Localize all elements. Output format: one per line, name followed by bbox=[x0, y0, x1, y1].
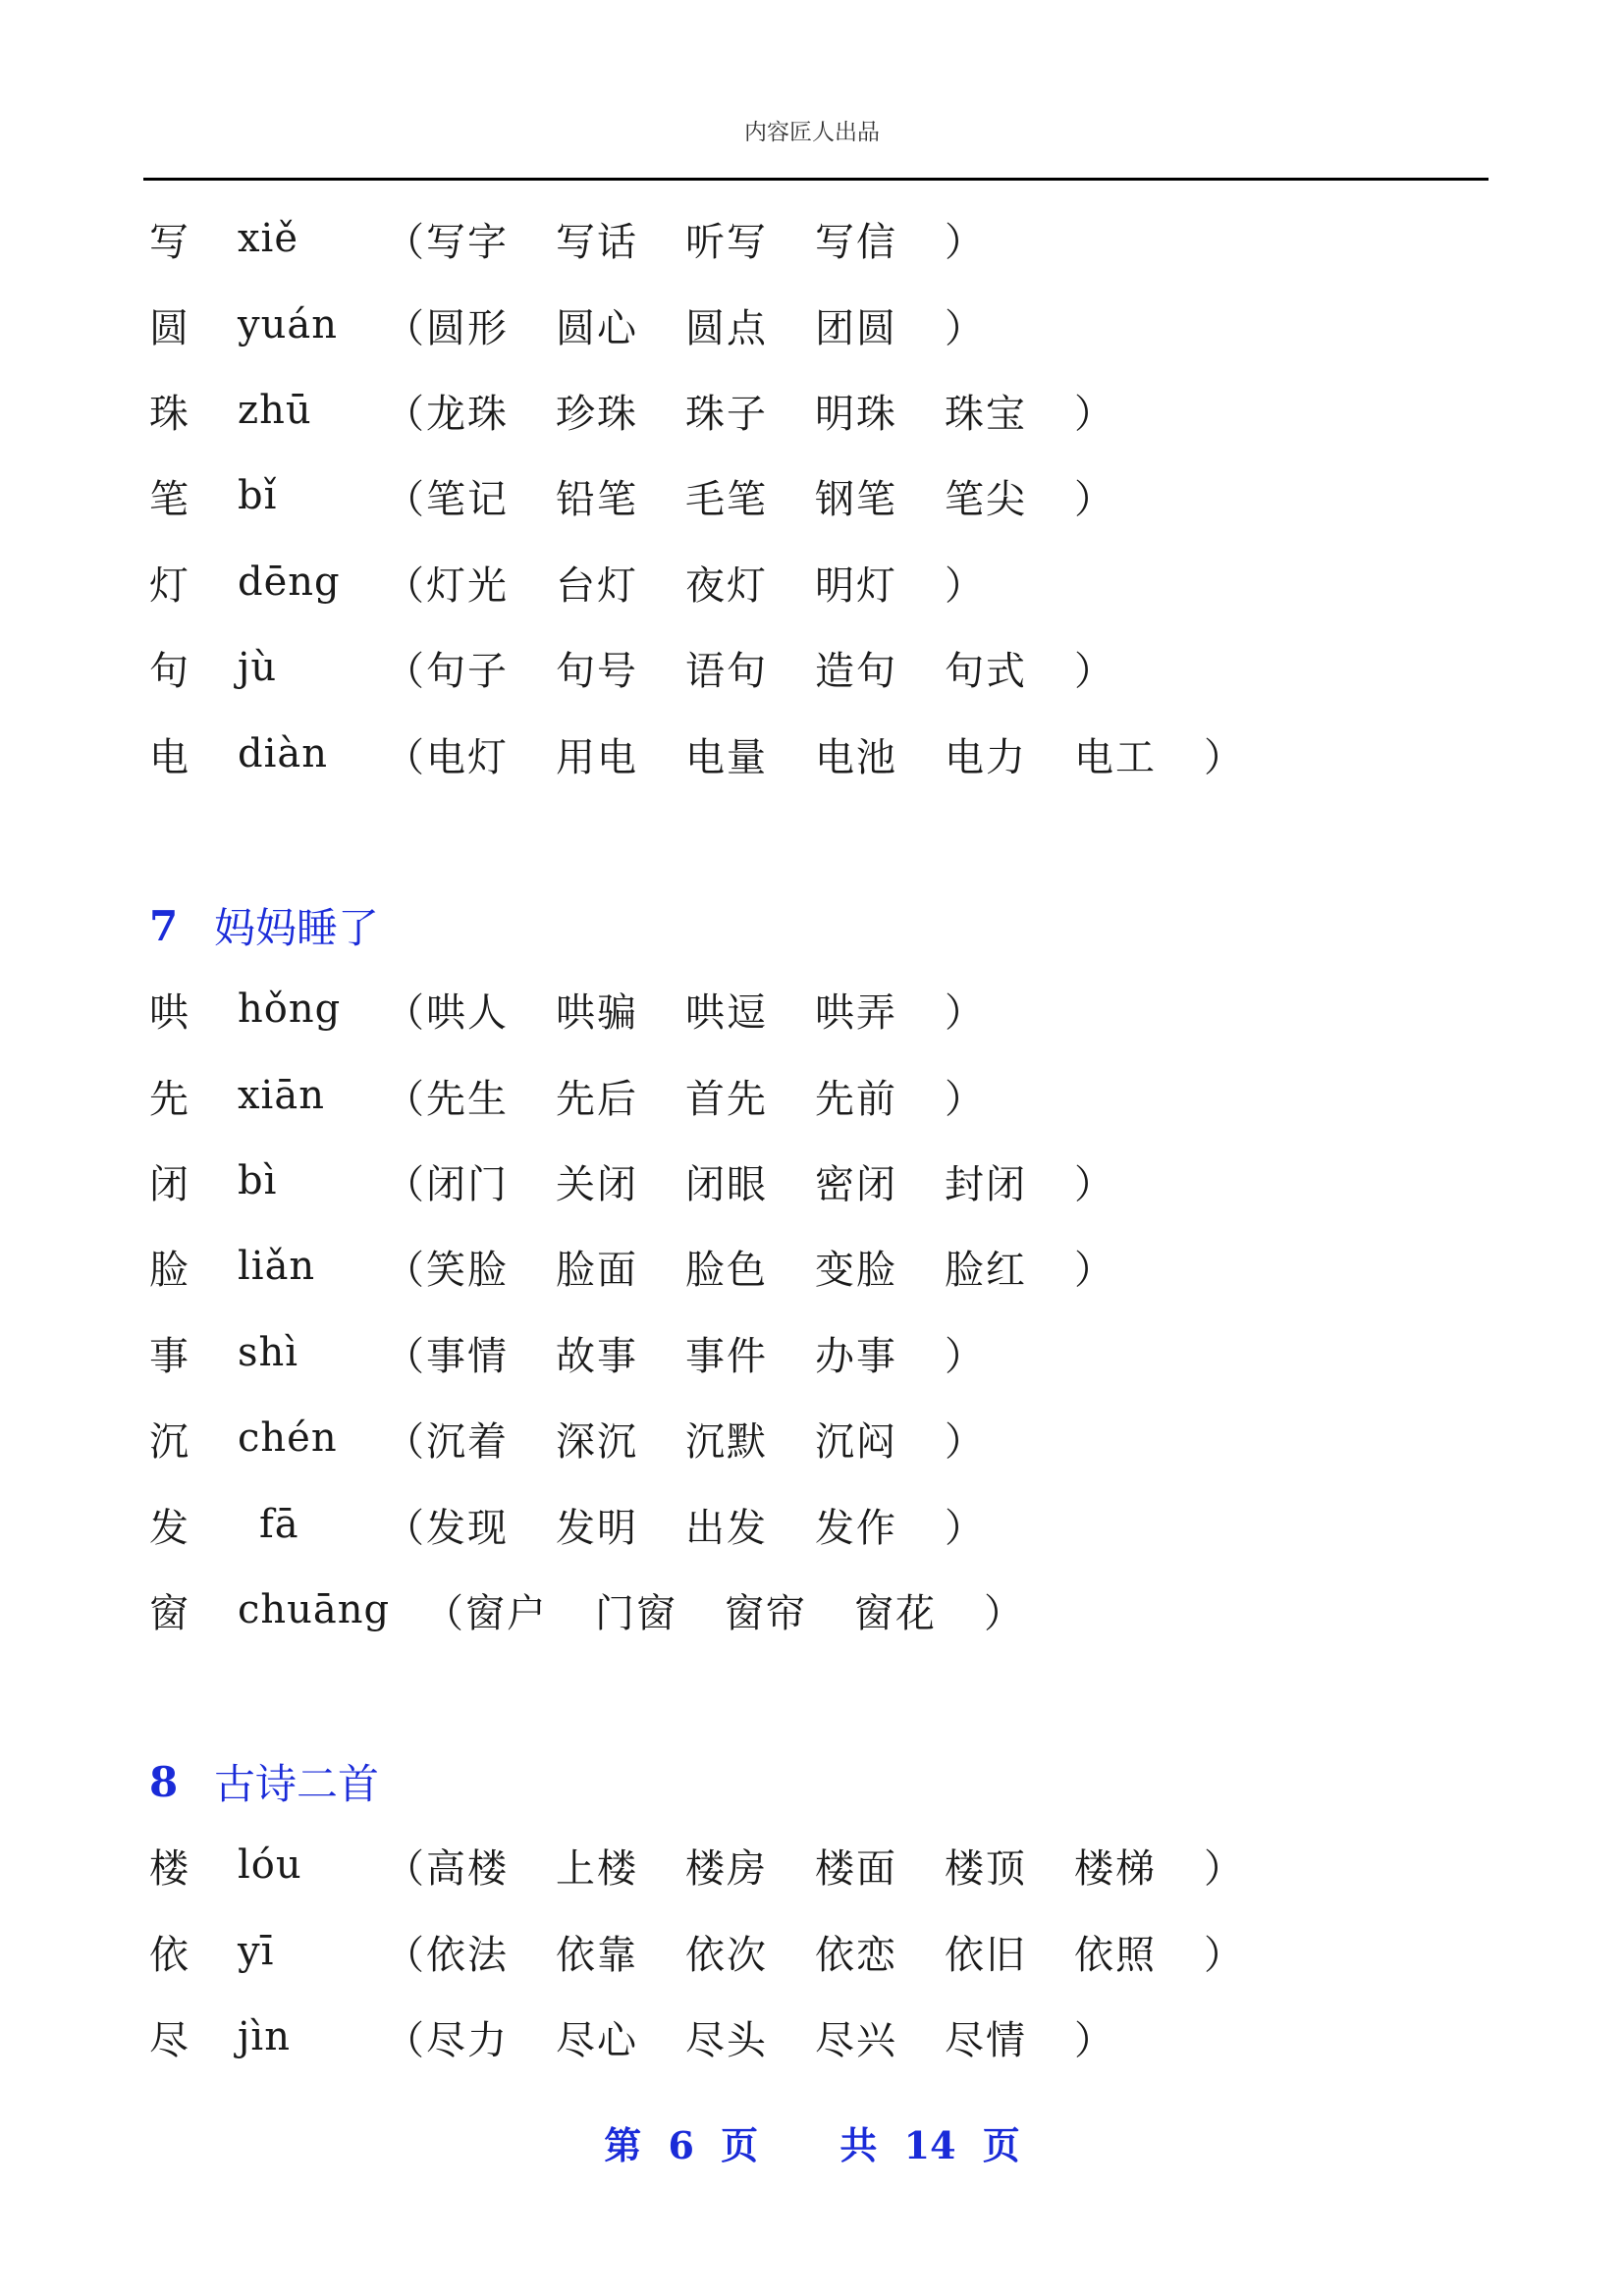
vocab-word: 哄逗 bbox=[685, 989, 768, 1036]
vocab-word: 钢笔 bbox=[815, 476, 897, 522]
vocab-word: 写字 bbox=[426, 219, 509, 265]
lesson-heading bbox=[149, 1752, 379, 1811]
vocab-word: 写话 bbox=[556, 219, 638, 265]
vocab-word: 楼梯 bbox=[1074, 1845, 1157, 1892]
vocab-row bbox=[149, 640, 1115, 695]
vocab-character: 句 bbox=[149, 648, 189, 694]
vocab-word: 尽心 bbox=[556, 2017, 638, 2063]
vocab-word: 尽头 bbox=[685, 2017, 768, 2063]
vocab-character: 电 bbox=[149, 734, 189, 780]
vocab-character: 窗 bbox=[149, 1590, 189, 1636]
vocab-row bbox=[149, 297, 986, 352]
vocab-word: 密闭 bbox=[815, 1161, 897, 1207]
vocab-pinyin: yuán bbox=[238, 302, 338, 347]
vocab-word: 首先 bbox=[685, 1076, 768, 1122]
vocab-pinyin: shì bbox=[238, 1330, 299, 1375]
vocab-pinyin: chuāng bbox=[238, 1587, 391, 1632]
vocab-word-list: （依法 依靠 依次 依恋 依旧 依照 ） bbox=[385, 1932, 1245, 1978]
page-footer bbox=[0, 2115, 1624, 2169]
vocab-word-list: （尽力 尽心 尽头 尽兴 尽情 ） bbox=[385, 2017, 1115, 2063]
vocab-row bbox=[149, 1068, 986, 1123]
vocab-word: 哄骗 bbox=[556, 989, 638, 1036]
vocab-word: 门窗 bbox=[595, 1590, 677, 1636]
lesson-title: 古诗二首 bbox=[214, 1760, 380, 1808]
vocab-row bbox=[149, 726, 1245, 781]
vocab-word: 故事 bbox=[556, 1333, 638, 1379]
vocab-word-list: （发现 发明 出发 发作 ） bbox=[385, 1505, 986, 1551]
vocab-pinyin: fā bbox=[259, 1502, 299, 1547]
vocab-word: 尽兴 bbox=[815, 2017, 897, 2063]
vocab-character: 珠 bbox=[149, 391, 189, 437]
vocab-word: 高楼 bbox=[426, 1845, 509, 1892]
vocab-word: 变脸 bbox=[815, 1247, 897, 1293]
vocab-word: 发作 bbox=[815, 1505, 897, 1551]
vocab-word-list: （闭门 关闭 闭眼 密闭 封闭 ） bbox=[385, 1161, 1115, 1207]
vocab-character: 沉 bbox=[149, 1418, 189, 1465]
vocab-word: 珠宝 bbox=[945, 391, 1027, 437]
footer-page-unit: 页 bbox=[721, 2123, 759, 2167]
vocab-word: 依恋 bbox=[815, 1932, 897, 1978]
vocab-word: 灯光 bbox=[426, 562, 509, 609]
vocab-pinyin: lóu bbox=[238, 1842, 302, 1888]
vocab-pinyin: diàn bbox=[238, 731, 329, 776]
vocab-word: 圆点 bbox=[685, 305, 768, 351]
vocab-pinyin: zhū bbox=[238, 388, 312, 433]
vocab-word-list: （笑脸 脸面 脸色 变脸 脸红 ） bbox=[385, 1247, 1115, 1293]
footer-total-label: 共 bbox=[839, 2123, 878, 2167]
vocab-word: 脸红 bbox=[945, 1247, 1027, 1293]
vocab-word-list: （笔记 铅笔 毛笔 钢笔 笔尖 ） bbox=[385, 476, 1115, 522]
vocab-word: 沉闷 bbox=[815, 1418, 897, 1465]
vocab-word: 事情 bbox=[426, 1333, 509, 1379]
vocab-word: 窗花 bbox=[854, 1590, 937, 1636]
vocab-row bbox=[149, 1497, 986, 1552]
vocab-pinyin: jìn bbox=[238, 2014, 291, 2059]
footer-total-unit: 页 bbox=[982, 2123, 1020, 2167]
vocab-word: 铅笔 bbox=[556, 476, 638, 522]
vocab-word: 电池 bbox=[815, 734, 897, 780]
vocab-pinyin: bǐ bbox=[238, 473, 278, 518]
vocab-word: 出发 bbox=[685, 1505, 768, 1551]
vocab-word: 哄人 bbox=[426, 989, 509, 1036]
vocab-word: 句号 bbox=[556, 648, 638, 694]
vocab-word: 语句 bbox=[685, 648, 768, 694]
vocab-word: 电工 bbox=[1074, 734, 1157, 780]
vocab-word: 上楼 bbox=[556, 1845, 638, 1892]
vocab-character: 圆 bbox=[149, 305, 189, 351]
page-header: 内容匠人出品 bbox=[744, 120, 880, 145]
vocab-pinyin: chén bbox=[238, 1415, 338, 1461]
vocab-word: 写信 bbox=[815, 219, 897, 265]
vocab-row bbox=[149, 1838, 1245, 1893]
vocab-word: 笔尖 bbox=[945, 476, 1027, 522]
vocab-character: 尽 bbox=[149, 2017, 189, 2063]
vocab-word: 尽情 bbox=[945, 2017, 1027, 2063]
footer-total-number: 14 bbox=[903, 2123, 956, 2167]
vocab-word: 窗户 bbox=[465, 1590, 548, 1636]
vocab-word: 笑脸 bbox=[426, 1247, 509, 1293]
vocab-word: 毛笔 bbox=[685, 476, 768, 522]
lesson-title: 妈妈睡了 bbox=[214, 904, 380, 952]
vocab-word-list: （句子 句号 语句 造句 句式 ） bbox=[385, 648, 1115, 694]
vocab-row bbox=[149, 1582, 1025, 1637]
vocab-word: 圆心 bbox=[556, 305, 638, 351]
vocab-character: 依 bbox=[149, 1932, 189, 1978]
vocab-word: 珠子 bbox=[685, 391, 768, 437]
vocab-word-list: （沉着 深沉 沉默 沉闷 ） bbox=[385, 1418, 986, 1465]
vocab-word-list: （窗户 门窗 窗帘 窗花 ） bbox=[424, 1590, 1025, 1636]
vocab-word: 依旧 bbox=[945, 1932, 1027, 1978]
vocab-row bbox=[149, 1924, 1245, 1979]
vocab-character: 楼 bbox=[149, 1845, 189, 1892]
vocab-word: 电力 bbox=[945, 734, 1027, 780]
vocab-word: 楼房 bbox=[685, 1845, 768, 1892]
vocab-word: 先后 bbox=[556, 1076, 638, 1122]
vocab-character: 脸 bbox=[149, 1247, 189, 1293]
vocab-character: 笔 bbox=[149, 476, 189, 522]
vocab-word: 发现 bbox=[426, 1505, 509, 1551]
vocab-word: 楼面 bbox=[815, 1845, 897, 1892]
vocab-pinyin: dēng bbox=[238, 560, 341, 605]
vocab-word: 发明 bbox=[556, 1505, 638, 1551]
vocab-word: 沉默 bbox=[685, 1418, 768, 1465]
vocab-row bbox=[149, 1325, 986, 1380]
vocab-word-list: （哄人 哄骗 哄逗 哄弄 ） bbox=[385, 989, 986, 1036]
vocab-word-list: （电灯 用电 电量 电池 电力 电工 ） bbox=[385, 734, 1245, 780]
vocab-character: 灯 bbox=[149, 562, 189, 609]
vocab-word: 楼顶 bbox=[945, 1845, 1027, 1892]
vocab-word: 依次 bbox=[685, 1932, 768, 1978]
vocab-word-list: （事情 故事 事件 办事 ） bbox=[385, 1333, 986, 1379]
vocab-character: 先 bbox=[149, 1076, 189, 1122]
vocab-character: 闭 bbox=[149, 1161, 189, 1207]
vocab-word-list: （写字 写话 听写 写信 ） bbox=[385, 219, 986, 265]
vocab-word: 办事 bbox=[815, 1333, 897, 1379]
vocab-word: 窗帘 bbox=[725, 1590, 807, 1636]
vocab-row bbox=[149, 555, 986, 610]
vocab-row bbox=[149, 468, 1115, 523]
vocab-pinyin: xiān bbox=[238, 1073, 325, 1118]
vocab-word: 句式 bbox=[945, 648, 1027, 694]
vocab-word: 脸面 bbox=[556, 1247, 638, 1293]
vocab-word: 深沉 bbox=[556, 1418, 638, 1465]
vocab-word: 尽力 bbox=[426, 2017, 509, 2063]
vocab-word-list: （圆形 圆心 圆点 团圆 ） bbox=[385, 305, 986, 351]
vocab-word: 先生 bbox=[426, 1076, 509, 1122]
vocab-word: 夜灯 bbox=[685, 562, 768, 609]
vocab-word: 龙珠 bbox=[426, 391, 509, 437]
vocab-word: 造句 bbox=[815, 648, 897, 694]
vocab-pinyin: bì bbox=[238, 1158, 278, 1203]
vocab-row bbox=[149, 1411, 986, 1466]
vocab-row bbox=[149, 2009, 1115, 2064]
vocab-word: 依靠 bbox=[556, 1932, 638, 1978]
vocab-pinyin: xiě bbox=[238, 216, 299, 261]
vocab-row bbox=[149, 383, 1115, 438]
vocab-word: 团圆 bbox=[815, 305, 897, 351]
vocab-word: 闭眼 bbox=[685, 1161, 768, 1207]
vocab-pinyin: hǒng bbox=[238, 987, 342, 1032]
vocab-word-list: （高楼 上楼 楼房 楼面 楼顶 楼梯 ） bbox=[385, 1845, 1245, 1892]
footer-page-number: 6 bbox=[668, 2123, 694, 2167]
lesson-heading bbox=[149, 896, 379, 955]
vocab-word: 闭门 bbox=[426, 1161, 509, 1207]
vocab-word-list: （龙珠 珍珠 珠子 明珠 珠宝 ） bbox=[385, 391, 1115, 437]
vocab-word-list: （灯光 台灯 夜灯 明灯 ） bbox=[385, 562, 986, 609]
vocab-row bbox=[149, 982, 986, 1037]
vocab-character: 哄 bbox=[149, 989, 189, 1036]
vocab-word: 关闭 bbox=[556, 1161, 638, 1207]
vocab-word: 哄弄 bbox=[815, 989, 897, 1036]
vocab-character: 写 bbox=[149, 219, 189, 265]
vocab-pinyin: liǎn bbox=[238, 1244, 316, 1289]
vocab-word: 珍珠 bbox=[556, 391, 638, 437]
vocab-word: 句子 bbox=[426, 648, 509, 694]
vocab-word: 听写 bbox=[685, 219, 768, 265]
vocab-word: 事件 bbox=[685, 1333, 768, 1379]
vocab-row bbox=[149, 1153, 1115, 1208]
vocab-word: 电灯 bbox=[426, 734, 509, 780]
vocab-word: 沉着 bbox=[426, 1418, 509, 1465]
vocab-word: 台灯 bbox=[556, 562, 638, 609]
vocab-pinyin: jù bbox=[238, 645, 278, 690]
vocab-character: 发 bbox=[149, 1505, 189, 1551]
vocab-word: 电量 bbox=[685, 734, 768, 780]
vocab-word: 先前 bbox=[815, 1076, 897, 1122]
vocab-word: 依法 bbox=[426, 1932, 509, 1978]
vocab-word: 脸色 bbox=[685, 1247, 768, 1293]
vocab-row bbox=[149, 211, 986, 266]
lesson-number: 7 bbox=[149, 901, 179, 950]
vocab-word: 明珠 bbox=[815, 391, 897, 437]
vocab-word: 圆形 bbox=[426, 305, 509, 351]
vocab-row bbox=[149, 1239, 1115, 1294]
vocab-character: 事 bbox=[149, 1333, 189, 1379]
vocab-word: 明灯 bbox=[815, 562, 897, 609]
vocab-word: 依照 bbox=[1074, 1932, 1157, 1978]
vocab-word: 用电 bbox=[556, 734, 638, 780]
vocab-word-list: （先生 先后 首先 先前 ） bbox=[385, 1076, 986, 1122]
vocab-word: 封闭 bbox=[945, 1161, 1027, 1207]
vocab-word: 笔记 bbox=[426, 476, 509, 522]
vocab-pinyin: yī bbox=[238, 1929, 275, 1974]
lesson-number: 8 bbox=[149, 1757, 179, 1806]
footer-page-label: 第 bbox=[604, 2123, 642, 2167]
